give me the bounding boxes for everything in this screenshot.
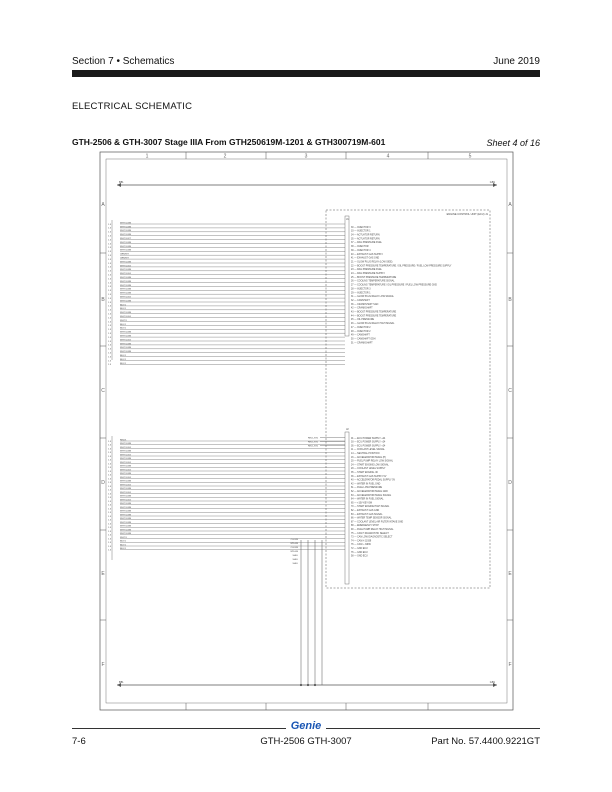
row-label-right: E [508, 571, 512, 577]
wire-color-label: WHT/1-WB [120, 443, 132, 446]
wire-color-label: BLK/1 [120, 358, 126, 361]
ecu-signal-lower: 87 — COOLANT LEVEL AIR FILTER INTAKE GND [351, 521, 404, 524]
genie-logo [286, 719, 326, 733]
shield-tag: CLK-FB [290, 539, 298, 541]
wire-gauge: 1.5 [108, 348, 112, 351]
wire-gauge: 1.5 [108, 251, 112, 254]
wire-color-label: WHT/1-WB [120, 514, 132, 517]
wire-color-label: WHT/1-WB [120, 480, 132, 483]
wire-gauge: 1.5 [108, 336, 112, 339]
wire-color-label: WHT/1-WB [120, 226, 132, 229]
bus-label-bottom-left: B81 [119, 681, 124, 684]
ecu-signal-upper: 24 — RAIL PRESSURE SUPPLY [351, 273, 385, 275]
wire-color-label: WHT/1-W4 [120, 499, 131, 502]
wire-gauge: 1.5 [108, 489, 112, 492]
wire-color-label: WHT/1-WB [120, 312, 132, 315]
wire-gauge: 1.5 [108, 508, 112, 511]
wire-color-label: WHT/1-W4 [120, 491, 131, 494]
wire-color-label: WHT/1-WB [120, 473, 132, 476]
wire-gauge: 1.5 [108, 344, 112, 347]
logo-text: Genie [290, 720, 322, 732]
bus-label-bottom-right: GB1 [489, 681, 495, 684]
wire-color-label: WHT/1-WB [120, 529, 132, 532]
wire-gauge: 1.5 [108, 545, 112, 548]
ecu-signal-upper: 47 — INJECTOR 2 [351, 326, 371, 329]
ecu-signal-upper: 44 — BOOST PRESSURE TEMPERATURE [351, 315, 397, 318]
wire-color-label: BLK/1 [120, 355, 126, 357]
wire-gauge: 1.5 [108, 444, 112, 447]
ecu-signal-upper: 39 — INJECTOR 4 [351, 249, 371, 252]
ecu-signal-upper: 37 — RAIL PRESSURE FUEL [351, 242, 382, 245]
wire-color-label: BLK/1 [120, 304, 126, 307]
relay-feed-label: REL1-F20 [308, 441, 318, 444]
shield-tag: SHLD [292, 559, 298, 561]
wire-color-label: WHT/1-WB [120, 343, 132, 346]
ecu-signal-lower: 40 — ACCELERATOR PEDAL SUPPLY 5V [351, 479, 396, 482]
ecu-signal-lower: 16 — ACCELERATOR PEDAL (H) [351, 456, 386, 459]
ecu-signal-upper: 48 — INJECTOR 2 [351, 330, 371, 333]
ecu-signal-upper: 35 — ACTUATOR RETURN [351, 238, 380, 241]
ecu-signal-upper: 42 — CRANKSHAFT [351, 307, 373, 310]
wire-gauge: 1.5 [108, 333, 112, 335]
ecu-signal-lower: 24 — START ENGINE LOW SIGNAL [351, 464, 389, 467]
row-label-right: D [508, 480, 512, 486]
wire-color-label: WHT/1-WB [120, 284, 132, 287]
wire-gauge: 1.5 [108, 467, 112, 470]
wire-color-label: WHT/1-WB [120, 331, 132, 334]
wire-gauge: 1.5 [108, 247, 112, 250]
wire-color-label: WHT/1-WB [120, 288, 132, 291]
wire-gauge: 1.5 [108, 504, 112, 507]
ecu-signal-lower: 36 — EXHAUST GAS SUPPLY 5V [351, 475, 387, 478]
row-label-left: D [101, 480, 105, 486]
wire-gauge: 1.5 [108, 274, 112, 277]
wire-color-label: WHT/1-WT [120, 238, 131, 240]
wire-gauge: 1.5 [108, 474, 112, 477]
wire-color-label: WHT/1-WB [120, 495, 132, 498]
wire-gauge: 1.5 [108, 321, 112, 324]
wire-color-label: WHT/1-WB [120, 261, 132, 264]
wire-gauge: 1.5 [108, 258, 112, 261]
column-label-top: 5 [468, 153, 472, 160]
wire-gauge: 1.5 [108, 243, 112, 246]
wire-gauge: 1.5 [108, 317, 112, 320]
ecu-signal-lower: 65 — +15V KEY-SW [351, 502, 373, 505]
wire-color-label: WHT/1-W4 [120, 476, 131, 479]
relay-feed-label: REL1-F20 [308, 437, 318, 440]
shield-tag: SPD-FB [290, 543, 298, 545]
shield-tag: SHLD [292, 555, 298, 557]
wire-color-label: WHT/1-W4 [120, 273, 131, 276]
wire-gauge: 1.5 [108, 452, 112, 455]
wire-gauge: 1.5 [108, 266, 112, 269]
relay-feed-label: REL1-F20 [308, 445, 318, 448]
wire-color-label: WHT/1-W4 [120, 316, 131, 318]
wire-color-label: WHT/1-W4 [120, 461, 131, 464]
wire-color-label: GRN/WT [120, 253, 129, 256]
wire-gauge: 1.5 [108, 542, 112, 545]
wire-color-label: WHT/1-W4 [120, 265, 131, 268]
wire-gauge: 1.5 [108, 549, 112, 552]
wire-color-label: WHT/1-W4 [120, 296, 131, 299]
ecu-signal-upper: 49 — CAMSHAFT [351, 334, 370, 337]
wire-color-label: BLK/1 [120, 308, 126, 311]
wire-color-label: WHT/1-W4 [120, 339, 131, 342]
wire-color-label: WHT/1-WB [120, 234, 132, 237]
ecu-signal-upper: 51 — CRANKSHAFT [351, 342, 373, 345]
wire-color-label: WHT/1-W4 [120, 454, 131, 457]
wire-color-label: WHT/1-WB [120, 518, 132, 521]
ecu-signal-upper: 41 — EXHAUST GAS GND [351, 257, 380, 260]
wire-gauge: 1.5 [108, 538, 112, 541]
wire-gauge: 1.5 [108, 231, 112, 234]
ecu-signal-upper: 32 — CAMSHAFT [351, 299, 370, 302]
ecu-signal-lower: 72 — GND ECU [351, 548, 368, 550]
row-label-left: E [101, 571, 105, 577]
wire-gauge: 1.5 [108, 497, 112, 500]
ecu-signal-lower: 62 — ACCELERATOR PEDAL GND [351, 491, 388, 493]
wire-gauge: 1.5 [108, 294, 112, 296]
junction-dot [300, 684, 302, 686]
wire-color-label: WHT/1-WB [120, 347, 132, 350]
wire-color-label: WHT/1-WB [120, 277, 132, 279]
ecu-signal-upper: 25 — BOOST PRESSURE TEMPERATURE [351, 276, 397, 279]
wire-gauge: 1.5 [108, 356, 112, 359]
ecu-signal-upper: 26 — COOLING TEMPERATURE SIGNAL [351, 280, 395, 283]
wire-gauge: 1.5 [108, 519, 112, 522]
wire-gauge: 1.5 [108, 278, 112, 281]
wire-color-label: WHT/1-WB [120, 525, 132, 528]
part-number: Part No. 57.4400.9221GT [431, 736, 540, 747]
wire-gauge: 1.5 [108, 309, 112, 312]
wire-color-label: WHT/1-WB [120, 335, 132, 338]
wire-gauge: 1.5 [108, 262, 112, 265]
wire-color-label: WHT/1-WB [120, 506, 132, 509]
wire-gauge: 1.5 [108, 286, 112, 289]
wire-gauge: 1.5 [108, 523, 112, 526]
ecu-signal-upper: 31 — GLOW PLUG RELAY LOW SIGNAL [351, 296, 394, 299]
wire-color-label: WHT/1-WB [120, 510, 132, 513]
wire-gauge: 1.5 [108, 255, 112, 257]
column-label-top: 1 [145, 153, 149, 160]
ecu-signal-upper: 40 — EXHAUST GAS SUPPLY [351, 253, 383, 256]
header-date: June 2019 [493, 56, 540, 67]
wire-color-label: WHT/1 [120, 319, 127, 322]
wire-gauge: 1.5 [108, 239, 112, 242]
wire-gauge: 1.5 [108, 485, 112, 488]
wire-gauge: 1.5 [108, 493, 112, 496]
wire-gauge: 1.5 [108, 313, 112, 316]
ecu-signal-lower: 20 — FUEL PUMP RELAY LOW SIGNAL [351, 460, 394, 463]
wire-gauge: 1.5 [108, 325, 112, 328]
wire-color-label: WHT/1-WB [120, 230, 132, 233]
section-title: ELECTRICAL SCHEMATIC [72, 101, 193, 112]
connector-j2-label: J2 [346, 428, 349, 431]
ecu-signal-lower: 42 — WATER IN FUEL GND [351, 483, 381, 486]
wire-gauge: 1.5 [108, 512, 112, 515]
column-label-top: 3 [304, 153, 308, 160]
shield-tag: SPD-FB [290, 551, 298, 553]
wire-gauge: 1.5 [108, 305, 112, 308]
ecu-signal-lower: 01 — ECU POWER SUPPLY +24 [351, 437, 386, 440]
wire-color-label: BLK/1 [120, 327, 126, 330]
ecu-signal-lower: 82 — EXHAUST GAS GND [351, 510, 380, 512]
wire-gauge: 1.5 [108, 527, 112, 530]
row-label-right: F [508, 662, 512, 668]
wire-gauge: 1.5 [108, 482, 112, 485]
ecu-label: ENGINE CONTROL UNIT (ECU) J1 [446, 213, 488, 216]
ecu-signal-lower: 14 — NEUTRAL POSITION [351, 453, 380, 455]
wire-gauge: 1.5 [108, 448, 112, 451]
wire-color-label: WHT/1-WB [120, 465, 132, 468]
wire-color-label: BLK/1 [120, 540, 126, 543]
ecu-signal-lower: 74 — CAN H J1939 [351, 540, 372, 543]
shield-tag: CLK-FB [290, 547, 298, 549]
wire-color-label: WHT/1-WB [120, 458, 132, 461]
wire-gauge: 1.5 [108, 534, 112, 537]
ecu-signal-upper: 36 — CRANKSHAFT SGN [351, 303, 379, 306]
page-number: 7-6 [72, 736, 86, 747]
wire-gauge: 1.5 [108, 282, 112, 285]
ecu-signal-upper: 27 — COOLING TEMPERATURE / OIL PRESSURE / FUEL LOW PRESSURE GND [351, 284, 437, 287]
ecu-signal-upper: 50 — CAMSHAFT GDH [351, 338, 376, 341]
row-label-left: C [101, 388, 105, 394]
wire-gauge: 1.5 [108, 440, 112, 443]
ecu-signal-upper: 43 — BOOST PRESSURE TEMPERATURE [351, 311, 397, 314]
bus-label-top-right: GB1 [489, 181, 495, 184]
wire-color-label: WHT/1-WB [120, 503, 132, 506]
ecu-signal-upper: 23 — RAIL PRESSURE FUEL [351, 269, 382, 272]
model-number: GTH-2506 GTH-3007 [260, 736, 352, 747]
row-label-right: A [508, 202, 512, 208]
wire-color-label: WHT/1-WB [120, 488, 132, 491]
connector-j1-label: J1 [346, 218, 349, 221]
ecu-signal-lower: 05 — ECU POWER SUPPLY +24 [351, 445, 386, 448]
row-label-left: B [101, 297, 105, 303]
wire-gauge: 1.5 [108, 459, 112, 462]
wire-gauge: 1.5 [108, 463, 112, 466]
ecu-signal-lower: 76 — CAN L J1939 [351, 544, 371, 547]
wire-gauge: 1.5 [108, 360, 112, 363]
wire-gauge: 1.5 [108, 329, 112, 332]
ecu-signal-lower: 64 — WATER IN FUEL SIGNAL [351, 498, 384, 501]
diagram-title: GTH-2506 & GTH-3007 Stage IIIA From GTH250619M-1201 & GTH300719M-601 [72, 137, 386, 147]
wire-gauge: 1.5 [108, 290, 112, 293]
row-label-right: C [508, 388, 512, 394]
ecu-signal-lower: 88 — EMERGENCY STOP [351, 525, 379, 528]
ecu-signal-lower: 83 — EXHAUST GAS SIGNAL [351, 513, 383, 516]
ecu-signal-lower: 35 — START ENGINE -30 [351, 472, 378, 474]
wire-color-label: GRN/WT [120, 257, 129, 260]
ecu-signal-lower: 73 — CAN LOW DIAGNOSTIC SELECT [351, 536, 393, 539]
wire-color-label: BLK/1 [120, 323, 126, 326]
wire-color-label: WHT/1-WB [120, 300, 132, 303]
wire-color-label: WHT/1-WB [120, 241, 132, 244]
wire-gauge: 1.5 [108, 352, 112, 355]
wire-gauge: 1.5 [108, 227, 112, 230]
ecu-signal-upper: 45 — OIL PRESSURE [351, 319, 375, 322]
wire-color-label: WHT/1-WB [120, 222, 132, 225]
wire-color-label: BLK/1 [120, 544, 126, 547]
ecu-signal-lower: 90 — FUEL PUMP RELAY HIGH SIGNAL [351, 529, 394, 531]
wire-gauge: 1.5 [108, 500, 112, 503]
wire-gauge: 1.5 [108, 235, 112, 238]
wire-color-label: WHT/1-WB [120, 245, 132, 248]
ecu-signal-upper: 28 — INJECTOR 3 [351, 288, 371, 291]
wire-color-label: WHT/1-WB [120, 269, 132, 272]
wire-color-label: WHT/1-W4 [120, 484, 131, 487]
ecu-signal-lower: 58 — GND ECU [351, 555, 368, 558]
wire-gauge: 1.5 [108, 530, 112, 533]
wire-gauge: 1.5 [108, 455, 112, 458]
wire-color-label: WHT/1-WB [120, 521, 132, 524]
bus-label-top-left: B81 [119, 181, 124, 184]
wire-gauge: 1.5 [108, 364, 112, 367]
wire-gauge: 1.5 [108, 470, 112, 473]
ecu-signal-lower: 86 — WATER TEMP SENSOR SIGNAL [351, 517, 392, 520]
wire-color-label: WHT/1-WB [120, 249, 132, 252]
ecu-signal-upper: 33 — INJECTOR 1 [351, 230, 371, 233]
row-label-left: A [101, 202, 105, 208]
wire-gauge: 1.5 [108, 515, 112, 518]
ecu-signal-lower: 03 — ECU POWER SUPPLY +24 [351, 441, 386, 444]
wire-gauge: 1.5 [108, 270, 112, 273]
section-header: Section 7 • Schematics [72, 56, 175, 67]
wire-color-label: WHT/1-W4 [120, 446, 131, 449]
ecu-signal-upper: 46 — GLOW PLUG RELAY HIGH SIGNAL [351, 323, 395, 326]
ecu-signal-upper: 22 — BOOST PRESSURE TEMPERATURE / OIL PRESSURE / FUEL LOW PRESSURE SUPPLY [351, 265, 452, 268]
ecu-signal-lower: 11 — COOLANT LEVEL SIGNAL [351, 449, 385, 452]
row-label-left: F [101, 662, 105, 668]
wire-color-label: WHT/1-WB [120, 351, 132, 354]
ecu-signal-upper: 34 — ACTUATOR RETURN [351, 234, 380, 237]
connector-j2-strip [345, 432, 349, 584]
ecu-signal-lower: 29 — COOLANT LEVEL SUPPLY [351, 468, 386, 471]
sheet-number: Sheet 4 of 16 [486, 138, 540, 148]
shield-tag: SHLD [292, 563, 298, 565]
ecu-signal-lower: 75 — CAN H DIAGNOSTIC SELECT [351, 532, 389, 535]
ecu-signal-upper: 21 — GLOW PLUG RELAY (LOW SIDE) [351, 261, 393, 264]
ecu-signal-lower: 61 — FUEL LOW PRESSURE [351, 487, 383, 490]
ecu-signal-lower: 70 — START ENGINE HIGH SIGNAL [351, 506, 390, 509]
column-label-top: 4 [386, 153, 390, 160]
wire-gauge: 1.5 [108, 301, 112, 304]
ecu-signal-lower: 63 — ACCELERATOR PEDAL SIGNAL [351, 494, 392, 497]
wire-color-label: WHT/1 [120, 536, 127, 539]
ecu-signal-upper: 38 — INJECTOR [351, 246, 369, 249]
wire-color-label: WHT/1-WB [120, 280, 132, 283]
wire-color-label: RED/1 [120, 439, 127, 442]
junction-dot [307, 684, 309, 686]
wire-color-label: WHT/1-W4 [120, 469, 131, 472]
junction-dot [314, 684, 316, 686]
connector-j1-strip [345, 216, 349, 336]
wire-color-label: WHT/1-WB [120, 292, 132, 295]
wire-color-label: BLK/1 [120, 362, 126, 365]
inner-frame [106, 159, 507, 703]
wire-color-label: WHT/1-WB [120, 533, 132, 536]
wire-gauge: 1.5 [108, 297, 112, 300]
wire-gauge: 1.5 [108, 478, 112, 481]
wire-gauge: 1.5 [108, 340, 112, 343]
column-label-top: 2 [223, 153, 227, 160]
wire-gauge: 1.5 [108, 223, 112, 226]
wire-color-label: WHT/1-WB [120, 450, 132, 453]
row-label-right: B [508, 297, 512, 303]
ecu-signal-upper: 29 — INJECTOR 1 [351, 292, 371, 295]
ecu-signal-upper: 30 — INJECTOR 3 [351, 226, 371, 229]
ecu-signal-lower: 76 — GND ECU [351, 551, 368, 554]
wire-color-label: BLK/1 [120, 548, 126, 551]
